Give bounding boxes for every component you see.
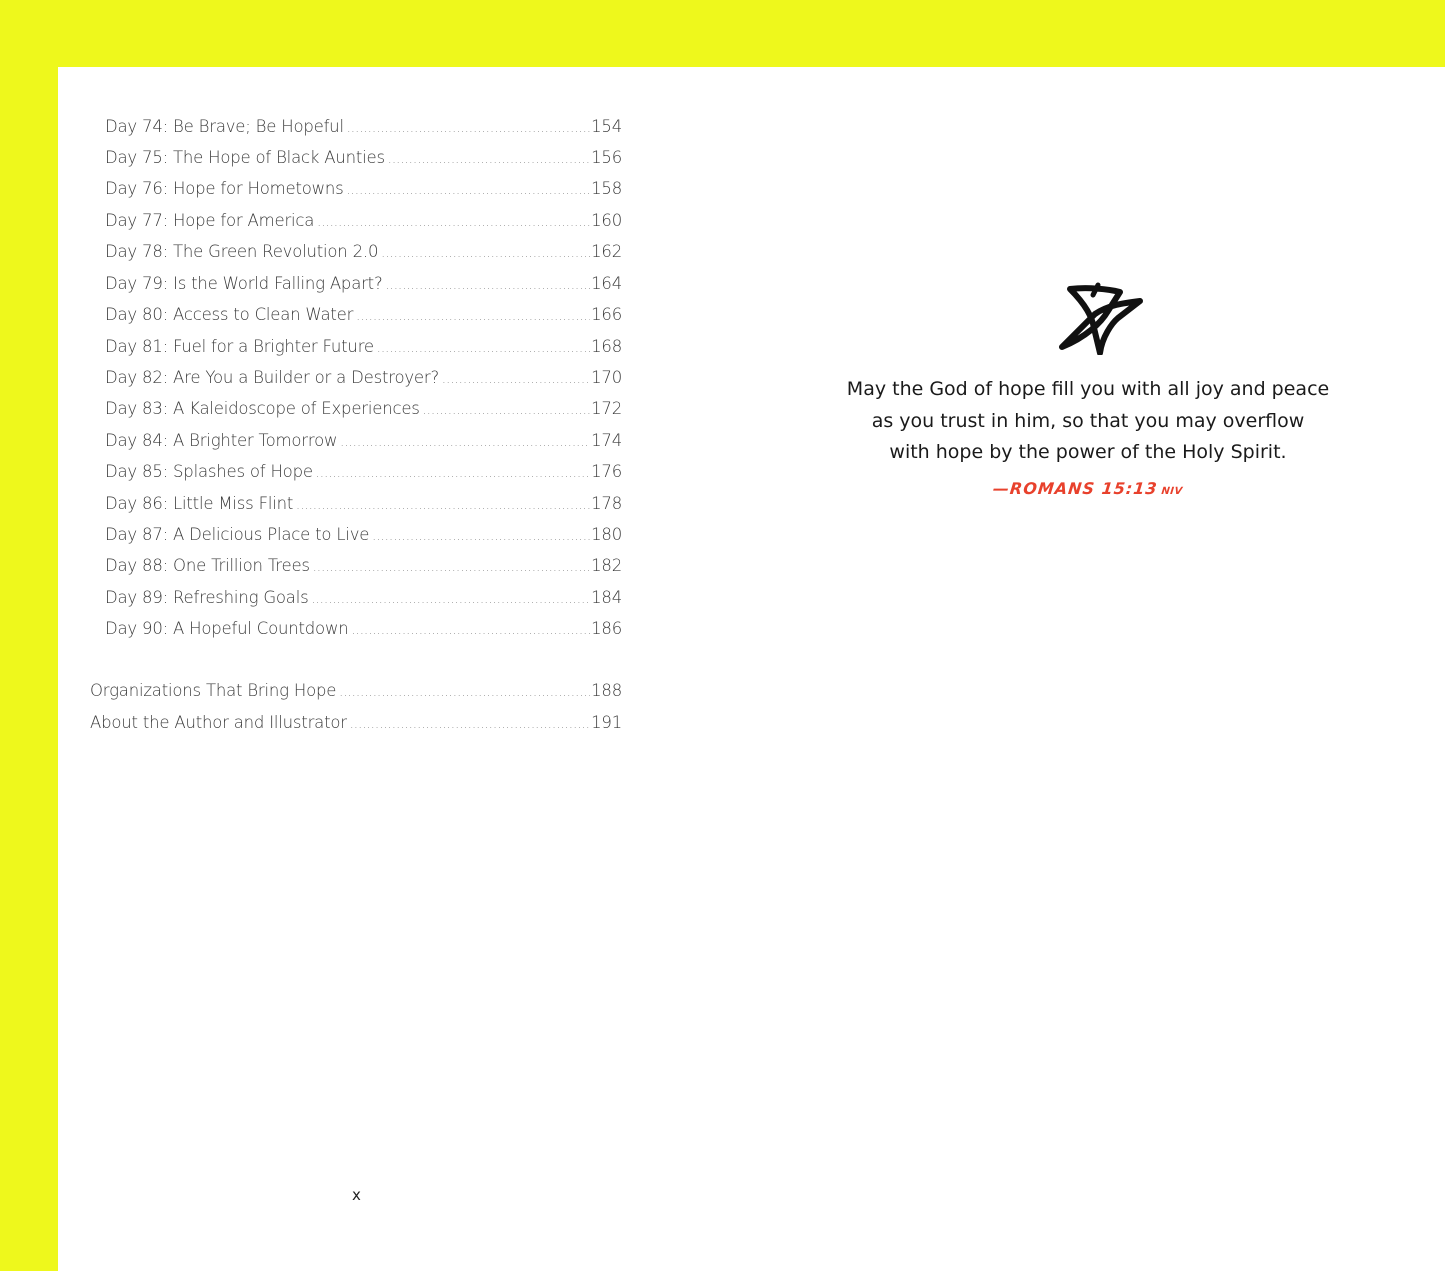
toc-entry-title: Day 84: A Brighter Tomorrow bbox=[105, 431, 338, 450]
toc-entry-title: Organizations That Bring Hope bbox=[90, 681, 337, 700]
toc-entry-about-author[interactable] bbox=[90, 711, 622, 735]
verse-line: with hope by the power of the Holy Spirit. bbox=[889, 441, 1287, 463]
dot-leader bbox=[316, 461, 590, 485]
toc-entry-day-81[interactable] bbox=[105, 335, 622, 359]
dot-leader bbox=[296, 493, 590, 517]
dot-leader bbox=[312, 587, 591, 611]
toc-entry-page: 188 bbox=[591, 681, 622, 700]
yellow-top-border bbox=[0, 0, 1445, 67]
toc-entry-title: Day 86: Little Miss Flint bbox=[105, 494, 294, 513]
dot-leader bbox=[356, 304, 590, 328]
verse-citation bbox=[837, 479, 1339, 498]
dot-leader bbox=[352, 618, 591, 642]
toc-entry-title: Day 81: Fuel for a Brighter Future bbox=[105, 337, 374, 356]
dot-leader bbox=[381, 241, 590, 265]
page-number: x bbox=[352, 1186, 361, 1204]
dot-leader bbox=[347, 116, 590, 140]
toc-entry-day-90[interactable] bbox=[105, 617, 622, 641]
toc-entry-page: 170 bbox=[591, 368, 622, 387]
hand-drawn-star-icon bbox=[1058, 279, 1144, 355]
toc-entry-page: 154 bbox=[591, 117, 622, 136]
dot-leader bbox=[313, 555, 590, 579]
toc-entry-day-85[interactable] bbox=[105, 460, 622, 484]
toc-entry-title: Day 90: A Hopeful Countdown bbox=[105, 619, 349, 638]
toc-entry-title: Day 75: The Hope of Black Aunties bbox=[105, 148, 385, 167]
dot-leader bbox=[386, 273, 591, 297]
toc-entry-title: Day 88: One Trillion Trees bbox=[105, 556, 310, 575]
toc-entry-page: 158 bbox=[591, 179, 622, 198]
toc-entry-title: Day 78: The Green Revolution 2.0 bbox=[105, 242, 379, 261]
toc-entry-page: 186 bbox=[591, 619, 622, 638]
toc-entry-day-89[interactable] bbox=[105, 586, 622, 610]
toc-entry-day-77[interactable] bbox=[105, 209, 622, 233]
toc-entry-title: Day 74: Be Brave; Be Hopeful bbox=[105, 117, 344, 136]
toc-entry-title: Day 87: A Delicious Place to Live bbox=[105, 525, 370, 544]
book-spread bbox=[58, 67, 1445, 1271]
toc-entry-title: About the Author and Illustrator bbox=[90, 713, 347, 732]
citation-reference: —ROMANS 15:13 bbox=[992, 479, 1159, 498]
toc-entry-page: 176 bbox=[591, 462, 622, 481]
toc-entry-day-87[interactable] bbox=[105, 523, 622, 547]
toc-entry-title: Day 83: A Kaleidoscope of Experiences bbox=[105, 399, 420, 418]
dot-leader bbox=[347, 178, 591, 202]
toc-entry-title: Day 80: Access to Clean Water bbox=[105, 305, 354, 324]
toc-entry-day-86[interactable] bbox=[105, 492, 622, 516]
toc-entry-page: 180 bbox=[591, 525, 622, 544]
toc-entry-day-84[interactable] bbox=[105, 429, 622, 453]
toc-entry-day-82[interactable] bbox=[105, 366, 622, 390]
toc-entry-day-74[interactable] bbox=[105, 115, 622, 139]
toc-entry-organizations[interactable] bbox=[90, 679, 622, 703]
toc-entry-day-76[interactable] bbox=[105, 177, 622, 201]
dot-leader bbox=[377, 336, 590, 360]
toc-entry-page: 160 bbox=[591, 211, 622, 230]
toc-entry-day-79[interactable] bbox=[105, 272, 622, 296]
toc-entry-page: 174 bbox=[591, 431, 622, 450]
yellow-left-border bbox=[0, 0, 58, 1271]
toc-entry-page: 164 bbox=[591, 274, 622, 293]
toc-entry-page: 182 bbox=[591, 556, 622, 575]
dot-leader bbox=[339, 680, 590, 704]
toc-entry-page: 156 bbox=[591, 148, 622, 167]
dot-leader bbox=[442, 367, 590, 391]
dot-leader bbox=[350, 712, 590, 736]
toc-entry-title: Day 77: Hope for America bbox=[105, 211, 315, 230]
toc-entry-day-80[interactable] bbox=[105, 303, 622, 327]
toc-entry-page: 166 bbox=[591, 305, 622, 324]
dot-leader bbox=[388, 147, 590, 171]
verse-line: May the God of hope fill you with all joy and peace bbox=[846, 378, 1330, 400]
toc-entry-page: 178 bbox=[591, 494, 622, 513]
toc-entry-page: 172 bbox=[591, 399, 622, 418]
toc-entry-page: 184 bbox=[591, 588, 622, 607]
dot-leader bbox=[372, 524, 590, 548]
toc-entry-day-78[interactable] bbox=[105, 240, 622, 264]
toc-entry-page: 162 bbox=[591, 242, 622, 261]
toc-entry-day-88[interactable] bbox=[105, 554, 622, 578]
toc-entry-title: Day 85: Splashes of Hope bbox=[105, 462, 313, 481]
dot-leader bbox=[340, 430, 590, 454]
toc-entry-day-83[interactable] bbox=[105, 397, 622, 421]
dot-leader bbox=[317, 210, 590, 234]
toc-entry-page: 168 bbox=[591, 337, 622, 356]
toc-entry-title: Day 76: Hope for Hometowns bbox=[105, 179, 344, 198]
dot-leader bbox=[423, 398, 590, 422]
toc-entry-title: Day 79: Is the World Falling Apart? bbox=[105, 274, 383, 293]
scripture-verse bbox=[838, 374, 1338, 469]
toc-entry-title: Day 89: Refreshing Goals bbox=[105, 588, 309, 607]
toc-entry-page: 191 bbox=[591, 713, 622, 732]
toc-entry-day-75[interactable] bbox=[105, 146, 622, 170]
citation-version: NIV bbox=[1160, 486, 1184, 497]
toc-entry-title: Day 82: Are You a Builder or a Destroyer? bbox=[105, 368, 440, 387]
verse-line: as you trust in him, so that you may overflow bbox=[871, 409, 1305, 432]
